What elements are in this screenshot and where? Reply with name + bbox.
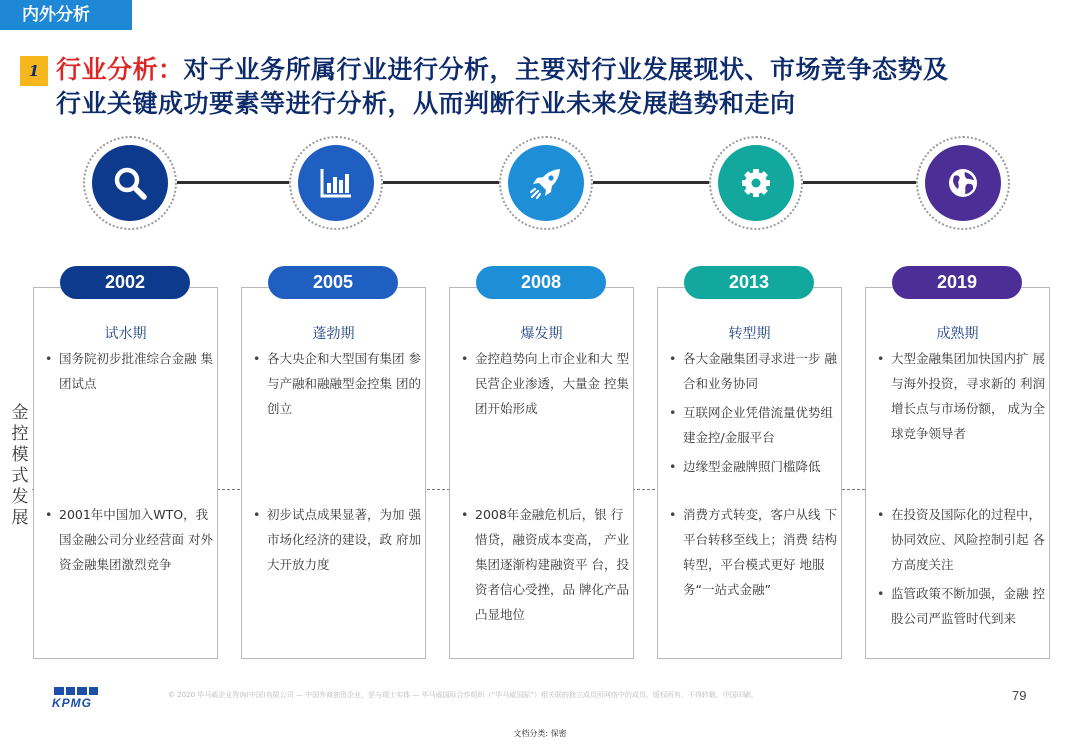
page-title xyxy=(56,53,1056,121)
search-icon xyxy=(92,145,168,221)
year-badge: 2008 xyxy=(476,266,606,299)
year-badge: 2002 xyxy=(60,266,190,299)
stage-drivers xyxy=(460,502,629,631)
stage-card xyxy=(241,287,426,659)
side-label: 金控模式发展 xyxy=(11,403,29,528)
stage-characteristics xyxy=(876,346,1045,450)
stage-drivers xyxy=(44,502,213,581)
stage-icon-ring xyxy=(83,136,177,230)
section-number-badge: 1 xyxy=(20,56,48,86)
bullet-item: • 互联网企业凭借流量优势组建金控/金服平台 xyxy=(668,400,837,450)
bullet-item: • 2001年中国加入WTO，我国金融公司分业经营面 对外资金融集团激烈竞争 xyxy=(44,502,213,577)
stage-icon-ring xyxy=(499,136,593,230)
stage-card xyxy=(865,287,1050,659)
document-classification: 文档分类: 保密 xyxy=(513,729,567,738)
stage-drivers xyxy=(876,502,1045,635)
gear-icon xyxy=(718,145,794,221)
stage-name: 爆发期 xyxy=(520,326,563,342)
bullet-item: • 监管政策不断加强，金融 控股公司严监管时代到来 xyxy=(876,581,1045,631)
stage-characteristics xyxy=(460,346,629,425)
bullet-item: • 各大金融集团寻求进一步 融合和业务协同 xyxy=(668,346,837,396)
year-badge: 2013 xyxy=(684,266,814,299)
stage-icon-ring xyxy=(709,136,803,230)
stage-characteristics xyxy=(668,346,837,483)
stage-name: 蓬勃期 xyxy=(312,326,355,342)
rocket-icon xyxy=(508,145,584,221)
title-line-1: 对子业务所属行业进行分析，主要对行业发展现状、市场竞争态势及 xyxy=(183,55,949,84)
page-number: 79 xyxy=(1012,688,1027,703)
stage-icon-ring xyxy=(289,136,383,230)
stage-drivers xyxy=(252,502,421,581)
stage-name: 转型期 xyxy=(728,326,771,342)
bullet-item: • 在投资及国际化的过程中，协同效应、风险控制引起 各方高度关注 xyxy=(876,502,1045,577)
year-badge: 2019 xyxy=(892,266,1022,299)
stage-characteristics xyxy=(252,346,421,425)
bullet-item: • 各大央企和大型国有集团 参与产融和融融型金控集 团的创立 xyxy=(252,346,421,421)
stage-card xyxy=(33,287,218,659)
stage-characteristics xyxy=(44,346,213,400)
stage-icon-ring xyxy=(916,136,1010,230)
bullet-item: • 边缘型金融牌照门槛降低 xyxy=(668,454,837,479)
kpmg-logo: KPMG xyxy=(52,696,92,710)
bullet-item: • 国务院初步批准综合金融 集团试点 xyxy=(44,346,213,396)
kpmg-logo-bars xyxy=(54,687,98,695)
title-line-2: 行业关键成功要素等进行分析，从而判断行业未来发展趋势和走向 xyxy=(56,89,796,118)
year-badge: 2005 xyxy=(268,266,398,299)
stage-card xyxy=(657,287,842,659)
stage-name: 成熟期 xyxy=(936,326,979,342)
bullet-item: • 初步试点成果显著，为加 强市场化经济的建设，政 府加大开放力度 xyxy=(252,502,421,577)
stage-card xyxy=(449,287,634,659)
section-tag: 内外分析 xyxy=(0,0,132,30)
bullet-item: • 大型金融集团加快国内扩 展与海外投资，寻求新的 利润增长点与市场份额， 成为全球竞争领导者 xyxy=(876,346,1045,446)
bar-chart-icon xyxy=(298,145,374,221)
copyright-notice: © 2020 毕马威企业咨询(中国)有限公司 — 中国外商独资企业，是与瑞士实体 — 毕马威国际合作组织（“毕马威国际”）相关联的独立成员所网络中的成员。版权所有，不得转载。中国印刷。 xyxy=(168,691,758,699)
bullet-item: • 金控趋势向上市企业和大 型民营企业渗透，大量金 控集团开始形成 xyxy=(460,346,629,421)
title-accent: 行业分析： xyxy=(56,55,184,84)
bullet-item: • 消费方式转变，客户从线 下平台转移至线上；消费 结构转型，平台模式更好 地服务“一站式金融” xyxy=(668,502,837,602)
stage-drivers xyxy=(668,502,837,606)
stage-name: 试水期 xyxy=(104,326,147,342)
bullet-item: • 2008年金融危机后，银 行惜贷，融资成本变高， 产业集团逐渐构建融资平 台，投资者信心受挫，品 牌化产品凸显地位 xyxy=(460,502,629,627)
globe-icon xyxy=(925,145,1001,221)
